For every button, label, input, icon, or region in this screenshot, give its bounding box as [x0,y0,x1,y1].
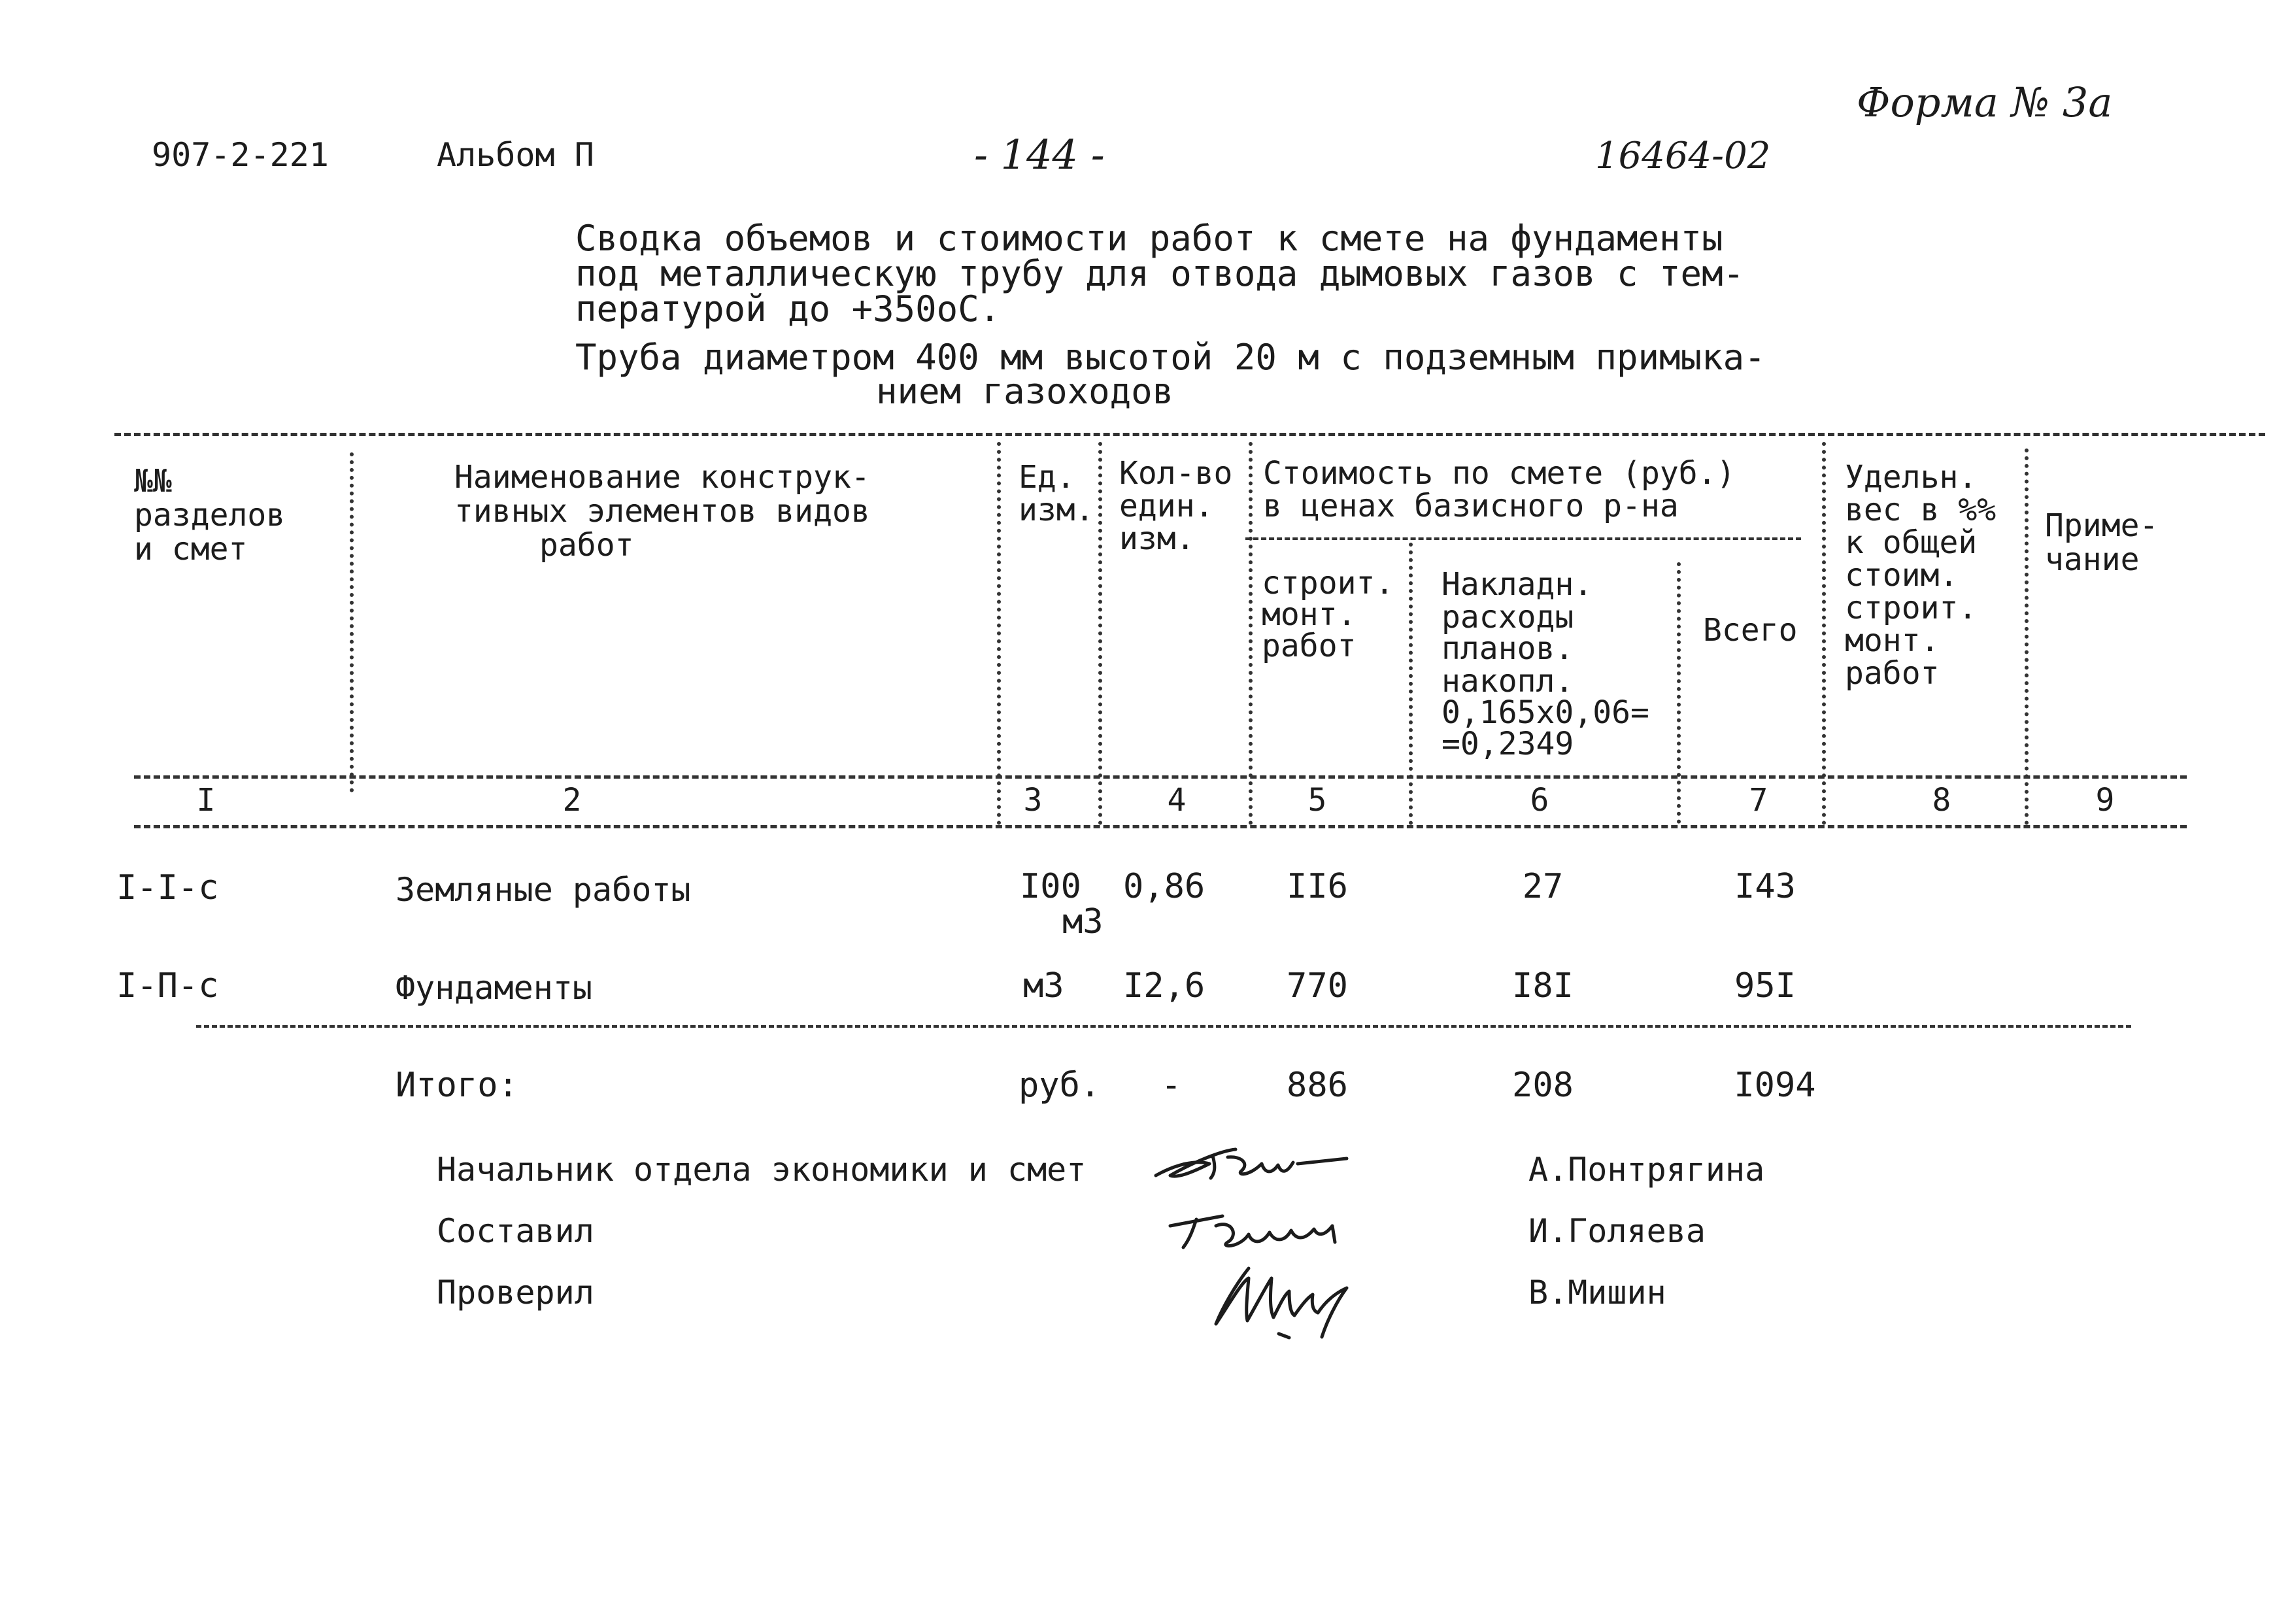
album-label: Альбом П [437,136,594,174]
col-separator-3 [1098,442,1102,825]
cost-group-rule [1245,537,1801,540]
row-name: Земляные работы [396,871,691,909]
total-quantity: - [1161,1066,1182,1105]
subtotal-rule [196,1025,2131,1028]
col-separator-7 [1822,442,1826,825]
row-total: I43 [1734,867,1796,906]
row-code: I-I-с [116,868,219,907]
total-overhead: 208 [1512,1066,1574,1105]
page-number: - 144 - [974,131,1105,178]
signature-name: И.Голяева [1528,1212,1706,1250]
table-top-rule [114,433,2265,436]
subtitle-line-2: нием газоходов [876,371,1174,412]
row-quantity: I2,6 [1123,966,1205,1006]
column-numbers-rule [134,825,2187,828]
title-line-2: под металлическую трубу для отвода дымовых газов с тем- [575,253,1745,294]
row-name: Фундаменты [396,969,593,1007]
signature-role: Проверил [437,1274,594,1311]
total-unit: руб. [1019,1066,1101,1105]
signature-name: А.Понтрягина [1528,1151,1765,1189]
row-cost: 770 [1287,966,1348,1006]
col-separator-1 [350,452,354,792]
title-line-3: пературой до +350оС. [575,288,1001,330]
doc-code: 907-2-221 [152,136,329,174]
project-number: 16464-02 [1595,135,1771,177]
title-line-1: Сводка объемов и стоимости работ к смете на фундаменты [575,218,1723,259]
signature-name: В.Мишин [1528,1274,1666,1311]
header-bottom-rule [134,775,2187,779]
row-unit: м3 [1023,966,1064,1006]
col-separator-5 [1409,543,1413,825]
subtitle-line-1: Труба диаметром 400 мм высотой 20 м с подземным примыка- [575,337,1766,378]
row-overhead: I8I [1512,966,1574,1006]
row-cost: II6 [1287,867,1348,906]
col-separator-4 [1249,442,1253,825]
col-separator-6 [1677,562,1681,824]
col-separator-8 [2025,448,2029,825]
row-unit-line2: м3 [1062,902,1104,941]
row-overhead: 27 [1522,867,1564,906]
row-unit: I00 [1020,867,1081,906]
total-total: I094 [1734,1066,1816,1105]
header-col7: Всего [1703,612,1798,649]
total-label: Итого: [396,1066,518,1105]
total-cost: 886 [1287,1066,1348,1105]
handwritten-signatures [1151,1138,1491,1360]
form-number: Форма № 3а [1857,78,2113,126]
row-code: I-П-с [116,966,219,1006]
col-separator-2 [997,442,1001,825]
row-total: 95I [1734,966,1796,1006]
signature-role: Начальник отдела экономики и смет [437,1151,1087,1189]
row-quantity: 0,86 [1123,867,1205,906]
signature-role: Составил [437,1212,594,1250]
